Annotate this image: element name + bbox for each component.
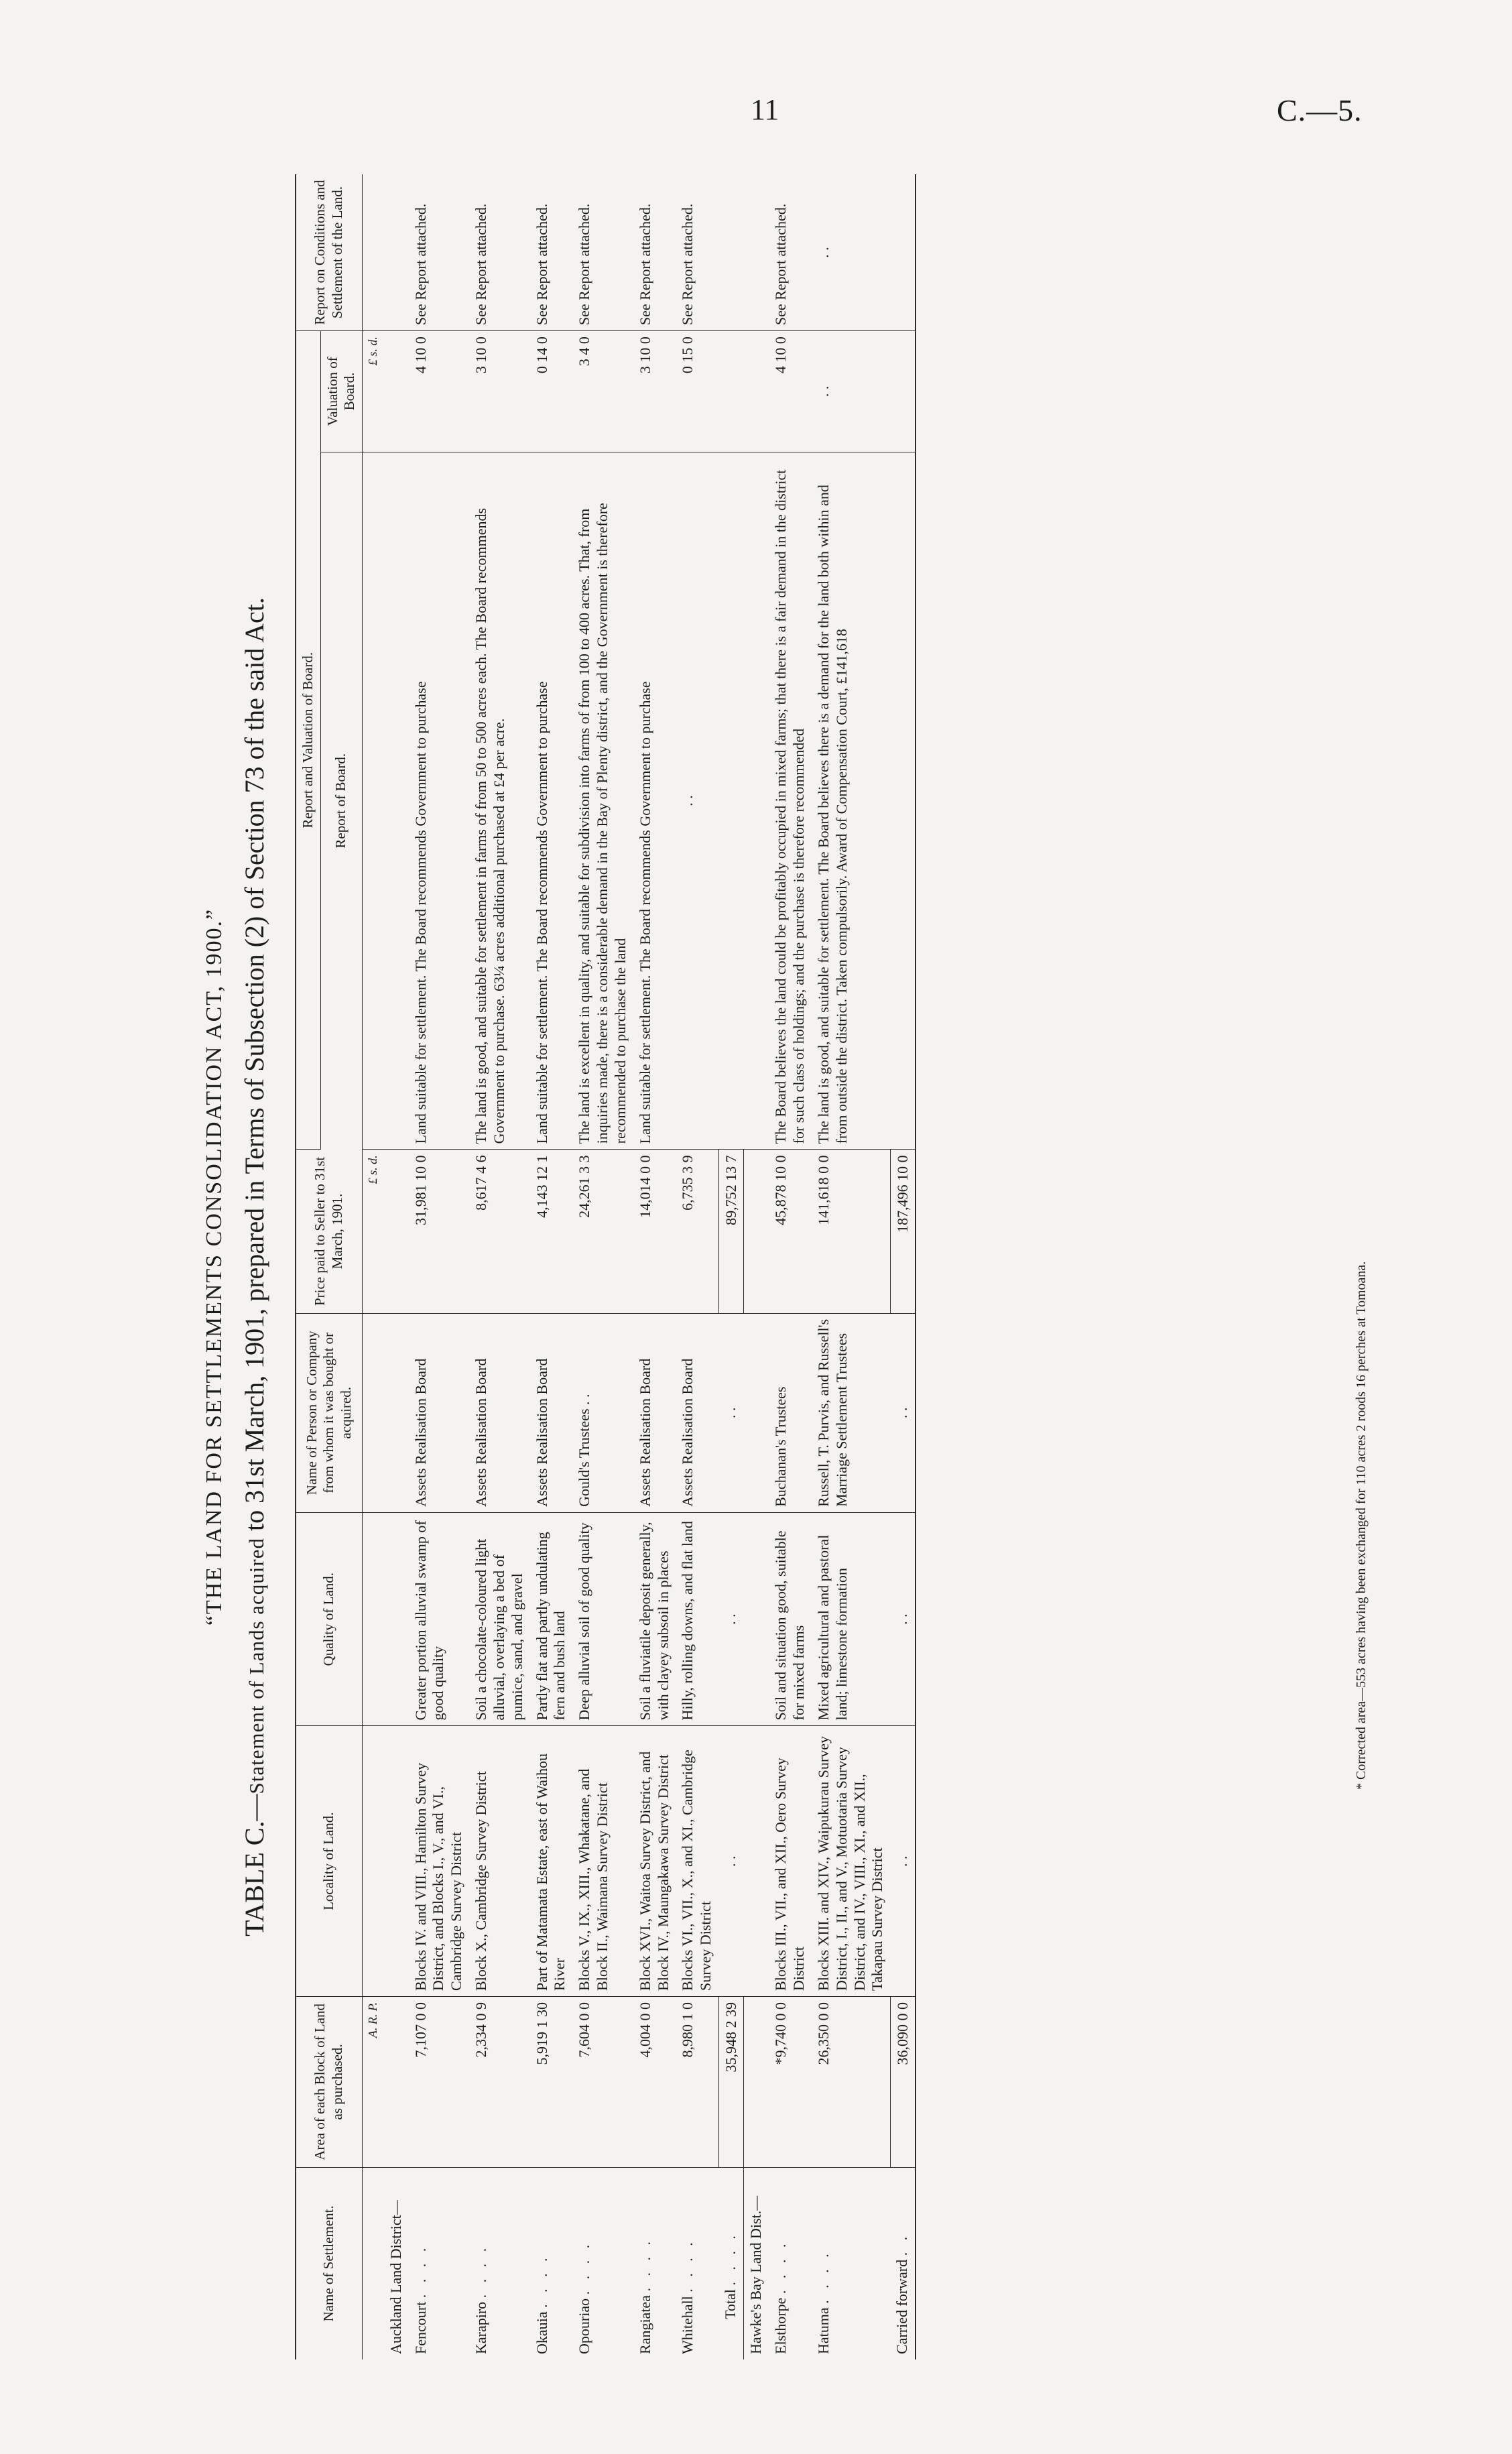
footnote: * Corrected area—553 acres having been exchanged for 110 acres 2 roods 16 perches at Tomoana. bbox=[1354, 1261, 1369, 1790]
header-board-group: Report and Valuation of Board. bbox=[296, 331, 320, 1150]
valuation-cell: 0 14 0 bbox=[530, 331, 573, 452]
settlement-name: Rangiatea bbox=[636, 2295, 653, 2354]
settlement-name: Whitehall bbox=[679, 2296, 696, 2354]
valuation-cell: 3 10 0 bbox=[469, 331, 529, 452]
conditions-cell: See Report attached. bbox=[676, 174, 718, 331]
area-cell: *9,740 0 0 bbox=[769, 1996, 812, 2167]
table-row bbox=[676, 174, 718, 2359]
district-name: Hawke's Bay Land Dist.— bbox=[744, 2167, 769, 2359]
total-row bbox=[718, 174, 744, 2359]
area-cell: 26,350 0 0 bbox=[812, 1996, 890, 2167]
carried-forward-locality: . . bbox=[890, 1726, 916, 1997]
person-cell: Russell, T. Purvis, and Russell's Marriage Settlement Trustees bbox=[812, 1313, 890, 1512]
leader-dots: . . . . bbox=[636, 2237, 653, 2292]
header-conditions: Report on Conditions and Settlement of the Land. bbox=[296, 174, 362, 331]
settlement-name: Okauia bbox=[533, 2311, 550, 2354]
total-person: . . bbox=[718, 1313, 744, 1512]
total-label: Total bbox=[722, 2289, 739, 2319]
leader-dots: . . . . bbox=[679, 2238, 696, 2292]
price-cell: 14,014 0 0 bbox=[633, 1150, 676, 1313]
valuation-cell: 0 15 0 bbox=[676, 331, 718, 452]
valuation-cell: 3 4 0 bbox=[572, 331, 633, 452]
total-area: 35,948 2 39 bbox=[718, 1996, 744, 2167]
page-number: 11 bbox=[751, 93, 779, 126]
price-cell: 24,261 3 3 bbox=[572, 1150, 633, 1313]
conditions-cell: See Report attached. bbox=[530, 174, 573, 331]
locality-cell: Blocks IV. and VIII., Hamilton Survey District, and Blocks I., V., and VI., Cambridge Survey District bbox=[409, 1726, 469, 1997]
carried-forward-person: . . bbox=[890, 1313, 916, 1512]
person-cell: Assets Realisation Board bbox=[633, 1313, 676, 1512]
locality-cell: Part of Matamata Estate, east of Waihou River bbox=[530, 1726, 573, 1997]
table-row bbox=[769, 174, 812, 2359]
report-cell: The land is good, and suitable for settlement in farms of from 50 to 500 acres each. The Board recommends Government to purchase. 63¼ acres additional purchased at £4 per acre. bbox=[469, 452, 529, 1150]
area-cell: 8,980 1 0 bbox=[676, 1996, 718, 2167]
leader-dots: . . . . bbox=[772, 2240, 790, 2294]
leader-dots: . . . . bbox=[722, 2231, 739, 2286]
district-name: Auckland Land District— bbox=[387, 2200, 404, 2354]
quality-cell: Greater portion alluvial swamp of good quality bbox=[409, 1512, 469, 1726]
units-row bbox=[362, 174, 383, 2359]
conditions-cell: See Report attached. bbox=[572, 174, 633, 331]
person-cell: Assets Realisation Board bbox=[409, 1313, 469, 1512]
area-cell: 7,107 0 0 bbox=[409, 1996, 469, 2167]
quality-cell: Deep alluvial soil of good quality bbox=[572, 1512, 633, 1726]
leader-dots: . . . . bbox=[533, 2254, 550, 2308]
person-cell: Assets Realisation Board bbox=[530, 1313, 573, 1512]
person-cell: Assets Realisation Board bbox=[676, 1313, 718, 1512]
locality-cell: Blocks V., IX., XIII., Whakatane, and Block II., Waimana Survey District bbox=[572, 1726, 633, 1997]
conditions-cell: See Report attached. bbox=[409, 174, 469, 331]
valuation-units: £ s. d. bbox=[362, 331, 383, 452]
conditions-cell: See Report attached. bbox=[469, 174, 529, 331]
settlement-name: Opouriao bbox=[576, 2298, 593, 2354]
area-cell: 2,334 0 9 bbox=[469, 1996, 529, 2167]
quality-cell: Soil and situation good, suitable for mixed farms bbox=[769, 1512, 812, 1726]
quality-cell: Soil a chocolate-coloured light alluvial, overlaying a bed of pumice, sand, and gravel bbox=[469, 1512, 529, 1726]
conditions-cell: See Report attached. bbox=[633, 174, 676, 331]
leader-dots: . . . . bbox=[576, 2240, 593, 2295]
person-cell: Gould's Trustees . . bbox=[572, 1313, 633, 1512]
document-reference: C.—5. bbox=[1277, 93, 1363, 127]
area-cell: 7,604 0 0 bbox=[572, 1996, 633, 2167]
table-row bbox=[530, 174, 573, 2359]
header-price: Price paid to Seller to 31st March, 1901. bbox=[296, 1150, 362, 1313]
locality-cell: Blocks III., VII., and XII., Oero Survey District bbox=[769, 1726, 812, 1997]
price-cell: 45,878 10 0 bbox=[769, 1150, 812, 1313]
act-title: “THE LAND FOR SETTLEMENTS CONSOLIDATION ACT, 1900.” bbox=[202, 908, 227, 1626]
conditions-cell: See Report attached. bbox=[769, 174, 812, 331]
total-price: 89,752 13 7 bbox=[718, 1150, 744, 1313]
leader-dots: . . bbox=[893, 2232, 911, 2256]
locality-cell: Block XVI., Waitoa Survey District, and Block IV., Maungakawa Survey District bbox=[633, 1726, 676, 1997]
locality-cell: Blocks XIII. and XIV., Waipukurau Survey District, I., II., and V., Motuotaria Survey District, and IV., VIII., XI., and XII., Takapau Survey District bbox=[812, 1726, 890, 1997]
header-report-board: Report of Board. bbox=[320, 452, 362, 1150]
carried-forward-area: 36,090 0 0 bbox=[890, 1996, 916, 2167]
valuation-cell: 4 10 0 bbox=[769, 331, 812, 452]
settlement-name: Fencourt bbox=[412, 2301, 429, 2354]
price-cell: 141,618 0 0 bbox=[812, 1150, 890, 1313]
settlement-name: Karapiro bbox=[472, 2301, 490, 2354]
carried-forward-row bbox=[890, 174, 916, 2359]
person-cell: Buchanan's Trustees bbox=[769, 1313, 812, 1512]
report-cell: Land suitable for settlement. The Board recommends Government to purchase bbox=[409, 452, 469, 1150]
carried-forward-quality: . . bbox=[890, 1512, 916, 1726]
conditions-cell: . . bbox=[812, 174, 890, 331]
header-person: Name of Person or Company from whom it was bought or acquired. bbox=[296, 1313, 362, 1512]
price-cell: 4,143 12 1 bbox=[530, 1150, 573, 1313]
locality-cell: Blocks VI., VII., X., and XI., Cambridge Survey District bbox=[676, 1726, 718, 1997]
table-title-prefix: TABLE C.— bbox=[239, 1794, 269, 1937]
carried-forward-label: Carried forward bbox=[893, 2259, 911, 2354]
quality-cell: Mixed agricultural and pastoral land; limestone formation bbox=[812, 1512, 890, 1726]
price-units: £ s. d. bbox=[362, 1150, 383, 1313]
quality-cell: Hilly, rolling downs, and flat land bbox=[676, 1512, 718, 1726]
person-cell: Assets Realisation Board bbox=[469, 1313, 529, 1512]
leader-dots: . . . . bbox=[814, 2250, 832, 2304]
total-locality: . . bbox=[718, 1726, 744, 1997]
table-row bbox=[633, 174, 676, 2359]
rotated-table-frame bbox=[201, 174, 1374, 2359]
locality-cell: Block X., Cambridge Survey District bbox=[469, 1726, 529, 1997]
leader-dots: . . . . bbox=[472, 2244, 490, 2298]
header-locality: Locality of Land. bbox=[296, 1726, 362, 1997]
report-cell: Land suitable for settlement. The Board recommends Government to purchase bbox=[633, 452, 676, 1150]
carried-forward-price: 187,496 10 0 bbox=[890, 1150, 916, 1313]
report-cell: The land is excellent in quality, and suitable for subdivision into farms of from 100 to 400 acres. That, from inquiries made, there is a considerable demand in the Bay of Plenty district, and the Government is therefore recommended to purchase the land bbox=[572, 452, 633, 1150]
header-name: Name of Settlement. bbox=[296, 2167, 362, 2359]
report-cell: The land is good, and suitable for settlement. The Board believes there is a demand for the land both within and from outside the district. Taken compulsorily. Award of Compensation Court, £141,618 bbox=[812, 452, 890, 1150]
table-title-rest: to 31st March, 1901, prepared in Terms of Subsection (2) of Section 73 of the said Act. bbox=[239, 597, 269, 1538]
valuation-cell: . . bbox=[812, 331, 890, 452]
area-cell: 5,919 1 30 bbox=[530, 1996, 573, 2167]
quality-cell: Partly flat and partly undulating fern and bush land bbox=[530, 1512, 573, 1726]
district-heading-row bbox=[384, 174, 409, 2359]
report-cell: . . bbox=[676, 452, 718, 1150]
valuation-cell: 3 10 0 bbox=[633, 331, 676, 452]
price-cell: 6,735 3 9 bbox=[676, 1150, 718, 1313]
area-units: A. R. P. bbox=[362, 1996, 383, 2167]
table-row bbox=[409, 174, 469, 2359]
table-title bbox=[238, 174, 271, 2359]
price-cell: 8,617 4 6 bbox=[469, 1150, 529, 1313]
lands-acquired-table bbox=[295, 174, 916, 2359]
valuation-cell: 4 10 0 bbox=[409, 331, 469, 452]
quality-cell: Soil a fluviatile deposit generally, with clayey subsoil in places bbox=[633, 1512, 676, 1726]
header-valuation: Valuation of Board. bbox=[320, 331, 362, 452]
area-cell: 4,004 0 0 bbox=[633, 1996, 676, 2167]
total-quality: . . bbox=[718, 1512, 744, 1726]
header-quality: Quality of Land. bbox=[296, 1512, 362, 1726]
report-cell: Land suitable for settlement. The Board recommends Government to purchase bbox=[530, 452, 573, 1150]
settlement-name: Hatuma bbox=[814, 2307, 832, 2354]
district-heading-row bbox=[744, 174, 769, 2359]
report-cell: The Board believes the land could be profitably occupied in mixed farms; that there is a fair demand in the district for such class of holdings; and the purchase is therefore recommended bbox=[769, 452, 812, 1150]
table-row bbox=[572, 174, 633, 2359]
table-row bbox=[469, 174, 529, 2359]
settlement-name: Elsthorpe bbox=[772, 2297, 790, 2354]
header-area: Area of each Block of Land as purchased. bbox=[296, 1996, 362, 2167]
price-cell: 31,981 10 0 bbox=[409, 1150, 469, 1313]
leader-dots: . . . . bbox=[412, 2244, 429, 2298]
table-title-statement: Statement of Lands acquired bbox=[245, 1538, 268, 1794]
table-row bbox=[812, 174, 890, 2359]
